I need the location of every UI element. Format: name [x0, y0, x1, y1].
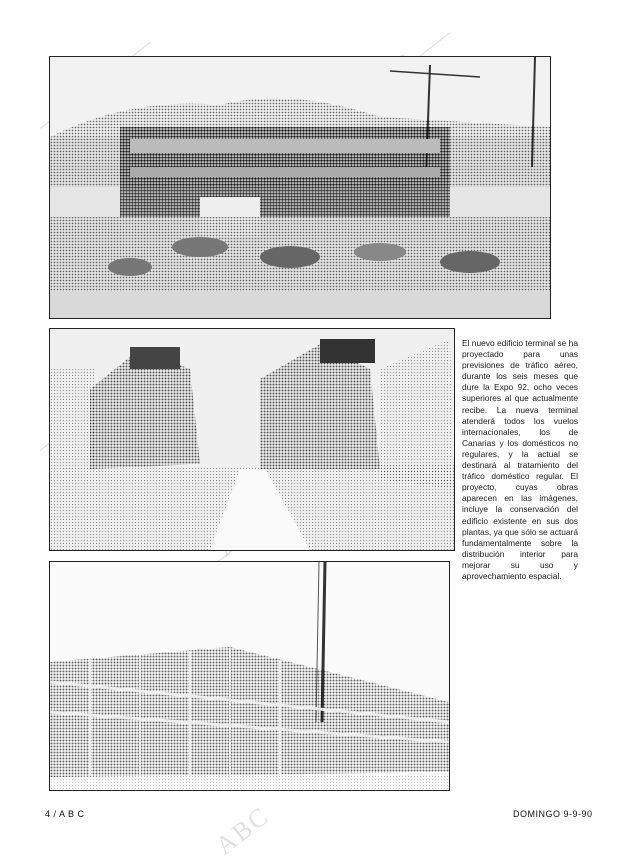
- photo-terminal-facade-image: [50, 562, 449, 790]
- page-folio-right: DOMINGO 9-9-90: [513, 809, 593, 819]
- photo-terminal-wings: [49, 328, 455, 551]
- photo-terminal-facade: [49, 561, 450, 791]
- watermark-logo: ABC: [210, 800, 275, 861]
- page-folio-left: 4 / A B C: [45, 809, 85, 819]
- photo-caption: El nuevo edificio terminal se ha proyectado para unas previsiones de tráfico aéreo, durante los seis meses que dure la Expo 92, ocho veces superiores al que actualmente recibe. La nueva terminal atenderá todos los vuelos internacionales, los de Canarias y los domésticos no regulares, y la actual se destinará al tratamiento del tráfico doméstico regular. El proyecto, cuyas obras aparecen en las imágenes, incluye la conservación del edificio existente en sus dos plantas, ya que sólo se actuará fundamentalmente sobre la distribución interior para mejorar su uso y aprovechamiento espacial.: [462, 338, 578, 581]
- photo-terminal-construction-image: [50, 57, 550, 318]
- photo-terminal-wings-image: [50, 329, 454, 550]
- photo-terminal-construction: [49, 56, 551, 319]
